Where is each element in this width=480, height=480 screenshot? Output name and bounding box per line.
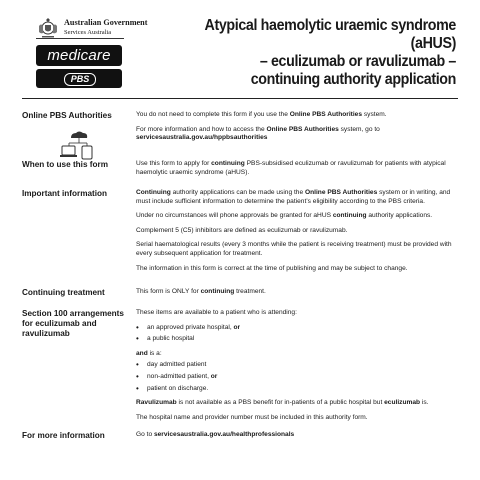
document-header xyxy=(0,0,480,95)
text: non-admitted patient, xyxy=(147,372,211,380)
agency-name: Services Australia xyxy=(64,29,112,36)
paragraph: The hospital name and provider number must be included in this authority form. xyxy=(136,413,368,421)
text: an approved private hospital, xyxy=(147,323,234,331)
list-item xyxy=(136,361,458,370)
government-wordmark xyxy=(64,18,147,37)
list-item xyxy=(136,335,458,344)
text: system or in writing, and must include sufficient information to determine the patient’s eligibility according to the PBS criteria. xyxy=(136,189,451,205)
bold-text: Continuing xyxy=(136,189,171,196)
text: For more information and how to access the xyxy=(136,125,267,133)
section-continuing-treatment xyxy=(22,288,458,300)
section-100-arrangements xyxy=(22,309,458,424)
paragraph xyxy=(136,160,458,177)
section-content xyxy=(136,189,458,279)
paragraph xyxy=(136,111,458,120)
section-when-to-use xyxy=(22,160,458,182)
text: authority applications. xyxy=(366,212,433,220)
text: patient on discharge. xyxy=(147,384,209,392)
text: treatment. xyxy=(234,288,266,295)
section-content xyxy=(136,111,458,149)
paragraph xyxy=(136,126,458,143)
bold-text: or xyxy=(210,372,218,380)
section-more-information xyxy=(22,431,458,443)
section-label: When to use this form xyxy=(22,160,108,169)
form-title xyxy=(162,17,456,89)
bullet-list xyxy=(136,361,458,393)
list-item xyxy=(136,385,458,394)
section-online-pbs-authorities xyxy=(22,111,458,151)
text: You do not need to complete this form if you use the xyxy=(136,111,290,118)
section-label: For more information xyxy=(22,431,105,440)
bold-text: continuing xyxy=(211,160,245,167)
paragraph: Serial haematological results (every 3 months while the patient is receiving treatment) must be provided with every subsequent application for treatment. xyxy=(136,241,452,257)
paragraph: Complement 5 (C5) inhibitors are defined as eculizumab or ravulizumab. xyxy=(136,226,348,234)
paragraph xyxy=(136,399,458,408)
paragraph xyxy=(136,431,458,440)
pbs-logo-text: PBS xyxy=(64,73,96,86)
section-content xyxy=(136,431,458,446)
bold-text: Online PBS Authorities xyxy=(304,189,378,196)
text: is. xyxy=(420,399,429,407)
section-label: Online PBS Authorities xyxy=(22,111,112,120)
online-devices-icon xyxy=(60,129,94,161)
text: a public hospital xyxy=(147,335,195,343)
form-title-line: – eculizumab or ravulizumab – xyxy=(259,53,456,70)
text: authority applications can be made using the xyxy=(170,189,305,196)
hppbsauthorities-link[interactable]: servicesaustralia.gov.au/hppbsauthorities xyxy=(136,134,268,142)
bold-text: continuing xyxy=(332,212,367,220)
healthprofessionals-link[interactable]: servicesaustralia.gov.au/healthprofessionals xyxy=(153,431,295,438)
paragraph xyxy=(136,189,458,206)
section-label: Section 100 arrangements for eculizumab and ravulizumab xyxy=(22,309,124,338)
paragraph xyxy=(136,288,458,297)
text: system, go to xyxy=(338,125,380,133)
form-title-line: Atypical haemolytic uraemic syndrome (aHUS) xyxy=(204,17,456,52)
form-title-line: continuing authority application xyxy=(250,71,456,88)
text: Go to xyxy=(136,431,154,438)
bold-text: Online PBS Authorities xyxy=(266,125,339,133)
bold-text: or xyxy=(233,323,241,331)
government-name: Australian Government xyxy=(64,18,148,27)
bold-text: eculizumab xyxy=(384,399,421,407)
paragraph: These items are available to a patient who is attending: xyxy=(136,309,297,316)
medicare-logo: medicare xyxy=(36,45,122,66)
section-label: Continuing treatment xyxy=(22,288,105,297)
bold-text: continuing xyxy=(200,288,235,295)
text: system. xyxy=(362,111,387,118)
pbs-logo xyxy=(36,69,122,88)
text: is not available as a PBS benefit for in-patients of a public hospital but xyxy=(176,399,385,407)
paragraph: The information in this form is correct at the time of publishing and may be subject to change. xyxy=(136,264,408,272)
section-important-information xyxy=(22,189,458,281)
text: This form is ONLY for xyxy=(136,288,201,295)
text: PBS-subsidised eculizumab or ravulizumab for patients with atypical haemolytic uraemic syndrome (aHUS). xyxy=(136,160,446,176)
list-item xyxy=(136,373,458,382)
list-item xyxy=(136,324,458,333)
section-content xyxy=(136,160,458,183)
text: is a: xyxy=(147,349,162,357)
divider xyxy=(36,38,124,39)
section-content xyxy=(136,288,458,303)
paragraph xyxy=(136,350,458,359)
section-label: Important information xyxy=(22,189,108,198)
text: Under no circumstances will phone approvals be granted for aHUS xyxy=(136,212,333,220)
paragraph xyxy=(136,212,458,221)
header-divider xyxy=(22,98,458,99)
bold-text: Ravulizumab xyxy=(136,399,177,407)
text: Use this form to apply for xyxy=(136,160,212,167)
bold-text: Online PBS Authorities xyxy=(289,111,363,118)
bullet-list xyxy=(136,324,458,344)
section-content xyxy=(136,309,458,428)
bold-text: and xyxy=(136,349,148,357)
text: day admitted patient xyxy=(147,361,207,369)
